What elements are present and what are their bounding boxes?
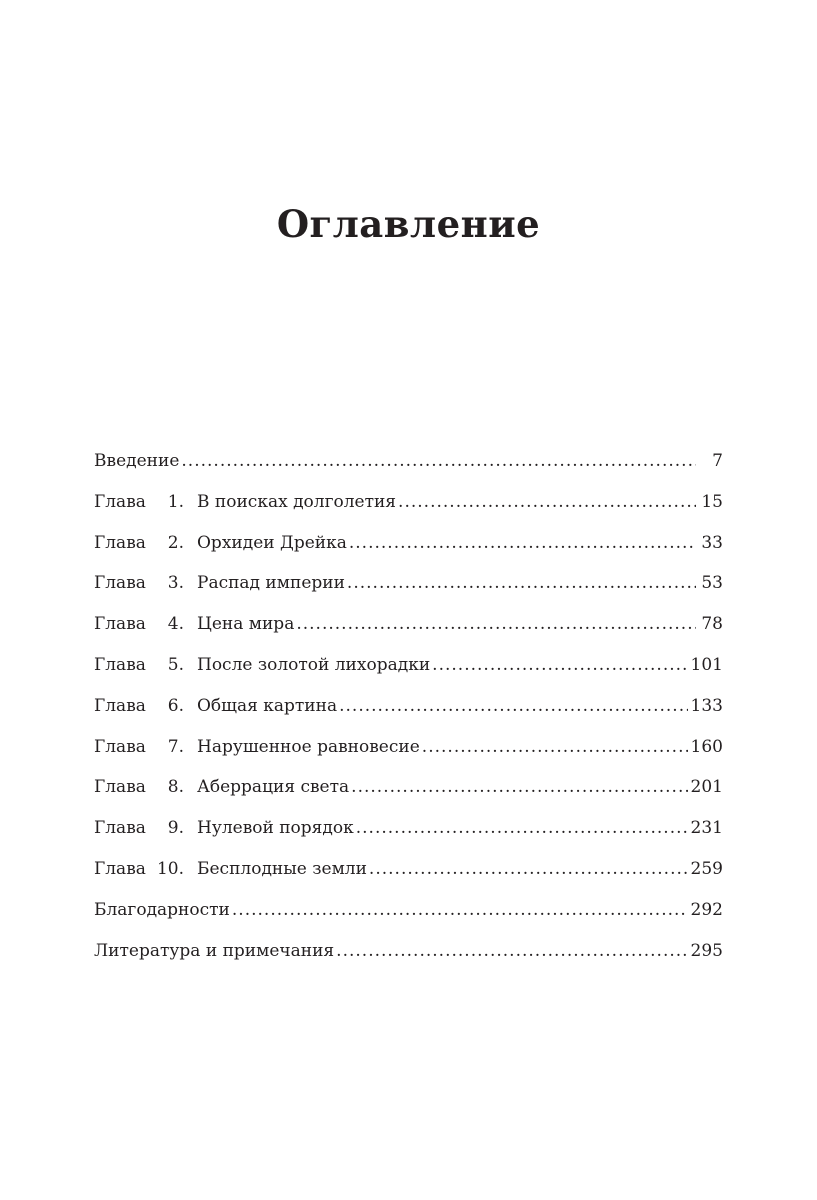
chapter-prefix (94, 686, 197, 727)
chapter-prefix (94, 645, 197, 686)
toc-entry[interactable] (94, 563, 723, 604)
toc-entry[interactable] (94, 808, 723, 849)
entry-title: Нулевой порядок (197, 818, 354, 839)
chapter-prefix (94, 808, 197, 849)
dot-leader (356, 808, 688, 849)
entry-title: Литература и примечания (94, 940, 335, 961)
page-number: 78 (701, 614, 723, 635)
dot-leader (296, 604, 696, 645)
page-number: 295 (690, 940, 723, 961)
page-title: Оглавление (276, 202, 541, 246)
chapter-number: 10. (156, 858, 184, 879)
chapter-prefix (94, 523, 197, 564)
chapter-number: 5. (167, 654, 184, 675)
page-number: 201 (690, 777, 723, 798)
dot-leader (369, 849, 688, 890)
page-number: 7 (712, 451, 723, 471)
entry-title: Цена мира (197, 614, 295, 635)
chapter-word: Глава (94, 491, 146, 512)
chapter-prefix (94, 767, 197, 808)
chapter-number: 6. (167, 695, 184, 716)
page-number: 101 (690, 654, 723, 675)
chapter-word: Глава (94, 858, 146, 879)
chapter-word: Глава (94, 695, 146, 716)
chapter-prefix (94, 849, 197, 890)
toc-entry[interactable] (94, 767, 723, 808)
entry-title: Нарушенное равновесие (197, 736, 420, 757)
chapter-word: Глава (94, 654, 146, 675)
toc-entry[interactable] (94, 931, 723, 972)
toc-entry[interactable] (94, 482, 723, 523)
entry-title: Введение (94, 451, 180, 471)
toc-entry[interactable] (94, 645, 723, 686)
entry-title: Благодарности (94, 899, 230, 920)
chapter-word: Глава (94, 736, 146, 757)
page-number: 15 (701, 491, 723, 512)
chapter-number: 9. (167, 818, 184, 839)
dot-leader (181, 441, 696, 482)
chapter-word: Глава (94, 614, 146, 635)
toc-entry[interactable] (94, 727, 723, 768)
entry-title: Аберрация света (197, 777, 350, 798)
page-number: 160 (690, 736, 723, 757)
dot-leader (339, 686, 687, 727)
chapter-number: 2. (167, 532, 184, 553)
page-number: 259 (690, 858, 723, 879)
toc-entry[interactable] (94, 441, 723, 482)
dot-leader (232, 890, 688, 931)
chapter-number: 1. (167, 491, 184, 512)
chapter-prefix (94, 482, 197, 523)
dot-leader (349, 523, 696, 564)
table-of-contents (94, 441, 723, 971)
entry-title: Распад империи (197, 573, 345, 594)
toc-entry[interactable] (94, 523, 723, 564)
chapter-number: 4. (167, 614, 184, 635)
chapter-prefix (94, 563, 197, 604)
toc-entry[interactable] (94, 604, 723, 645)
dot-leader (432, 645, 687, 686)
toc-entry[interactable] (94, 890, 723, 931)
dot-leader (336, 931, 687, 972)
dot-leader (422, 727, 688, 768)
dot-leader (347, 563, 696, 604)
chapter-word: Глава (94, 573, 146, 594)
entry-title: Общая картина (197, 695, 338, 716)
page-number: 53 (701, 573, 723, 594)
page-number: 292 (690, 899, 723, 920)
chapter-number: 8. (167, 777, 184, 798)
entry-title: Бесплодные земли (197, 858, 367, 879)
entry-title: В поисках долголетия (197, 491, 397, 512)
page-number: 133 (690, 695, 723, 716)
chapter-word: Глава (94, 818, 146, 839)
entry-title: Орхидеи Дрейка (197, 532, 347, 553)
chapter-prefix (94, 604, 197, 645)
entry-title: После золотой лихорадки (197, 654, 431, 675)
chapter-prefix (94, 727, 197, 768)
toc-entry[interactable] (94, 849, 723, 890)
toc-entry[interactable] (94, 686, 723, 727)
chapter-word: Глава (94, 777, 146, 798)
chapter-number: 7. (167, 736, 184, 757)
dot-leader (398, 482, 696, 523)
page-number: 231 (690, 818, 723, 839)
page-number: 33 (701, 532, 723, 553)
dot-leader (351, 767, 687, 808)
chapter-number: 3. (167, 573, 184, 594)
chapter-word: Глава (94, 532, 146, 553)
